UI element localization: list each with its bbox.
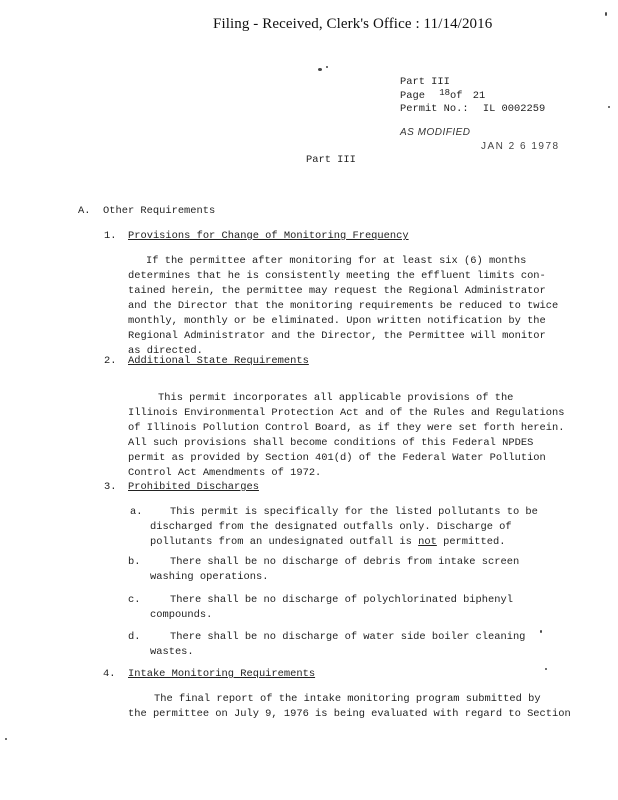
item-3d-label: d. — [128, 631, 141, 643]
paragraph-line: washing operations. — [150, 571, 269, 583]
page-of: of — [450, 90, 463, 102]
line-text: pollutants from an undesignated outfall is — [150, 536, 419, 548]
filing-header: Filing - Received, Clerk's Office : 11/14/2016 — [213, 16, 493, 32]
paragraph-line: Regional Administrator and the Director, the Permittee will monitor — [128, 330, 546, 342]
line-text: permitted. — [436, 536, 506, 548]
paragraph-line: as directed. — [128, 345, 203, 357]
item-1-paragraph — [128, 254, 558, 359]
date-stamp: JAN 2 6 1978 — [481, 141, 560, 152]
scan-speck — [545, 668, 547, 670]
paragraph-line: All such provisions shall become conditions of this Federal NPDES — [128, 437, 534, 449]
item-3b-paragraph — [150, 555, 519, 585]
paragraph-line: wastes. — [150, 646, 194, 658]
scan-speck — [608, 106, 610, 108]
item-1-title: Provisions for Change of Monitoring Frequency — [128, 230, 409, 242]
scan-speck — [605, 12, 607, 16]
item-3c-label: c. — [128, 594, 141, 606]
modified-stamp: AS MODIFIED — [400, 127, 471, 138]
paragraph-line: and the Director that the monitoring requirements be reduced to twice — [128, 300, 559, 312]
page-label: Page — [400, 90, 425, 102]
item-3b-label: b. — [128, 556, 141, 568]
page-info-permit — [400, 102, 545, 117]
item-3a-paragraph — [150, 505, 538, 550]
paragraph-line: monthly, monthly or be eliminated. Upon written notification by the — [128, 315, 546, 327]
permit-number: IL 0002259 — [482, 103, 546, 115]
item-4-number: 4. — [103, 668, 116, 680]
item-1-number: 1. — [104, 230, 117, 242]
paragraph-line: If the permittee after monitoring for at least six (6) months — [146, 255, 527, 267]
paragraph-line: determines that he is consistently meeting the effluent limits con- — [128, 270, 546, 282]
permit-label: Permit No.: — [400, 103, 469, 115]
paragraph-line: tained herein, the permittee may request the Regional Administrator — [128, 285, 546, 297]
item-3-title: Prohibited Discharges — [128, 481, 259, 493]
scan-speck — [540, 630, 542, 633]
item-3c-paragraph — [150, 593, 513, 623]
item-2-number: 2. — [104, 355, 117, 367]
scan-speck — [318, 68, 322, 71]
paragraph-line: Control Act Amendments of 1972. — [128, 467, 322, 479]
paragraph-line: permit as provided by Section 401(d) of the Federal Water Pollution — [128, 452, 546, 464]
item-4-paragraph — [128, 692, 571, 722]
paragraph-line: compounds. — [150, 609, 213, 621]
page-number: 18 — [439, 88, 451, 98]
item-3d-paragraph — [150, 630, 525, 660]
paragraph-line: There shall be no discharge of water side boiler cleaning — [170, 631, 526, 643]
paragraph-line: There shall be no discharge of polychlorinated biphenyl — [170, 594, 513, 606]
paragraph-line: the permittee on July 9, 1976 is being evaluated with regard to Section — [128, 708, 571, 720]
paragraph-line: This permit incorporates all applicable provisions of the — [158, 392, 514, 404]
paragraph-line: Illinois Environmental Protection Act and of the Rules and Regulations — [128, 407, 565, 419]
item-2-paragraph — [128, 391, 564, 481]
paragraph-line: The final report of the intake monitoring program submitted by — [154, 693, 541, 705]
part-title: Part III — [306, 154, 356, 166]
paragraph-line: discharged from the designated outfalls only. Discharge of — [150, 521, 512, 533]
item-3-number: 3. — [104, 481, 117, 493]
item-4-title: Intake Monitoring Requirements — [128, 668, 316, 680]
paragraph-line: This permit is specifically for the listed pollutants to be — [170, 506, 538, 518]
scan-speck — [326, 66, 328, 68]
section-a-label: A. — [78, 205, 91, 217]
paragraph-line — [150, 535, 538, 550]
emphasis-not: not — [418, 536, 437, 548]
paragraph-line: of Illinois Pollution Control Board, as if they were set forth herein. — [128, 422, 565, 434]
paragraph-line: There shall be no discharge of debris from intake screen — [170, 556, 520, 568]
section-a-title: Other Requirements — [103, 205, 216, 217]
item-3a-label: a. — [130, 506, 143, 518]
item-2-title: Additional State Requirements — [128, 355, 309, 367]
page-total: 21 — [472, 90, 486, 102]
scan-speck — [5, 738, 7, 740]
page-info-part: Part III — [400, 76, 450, 88]
